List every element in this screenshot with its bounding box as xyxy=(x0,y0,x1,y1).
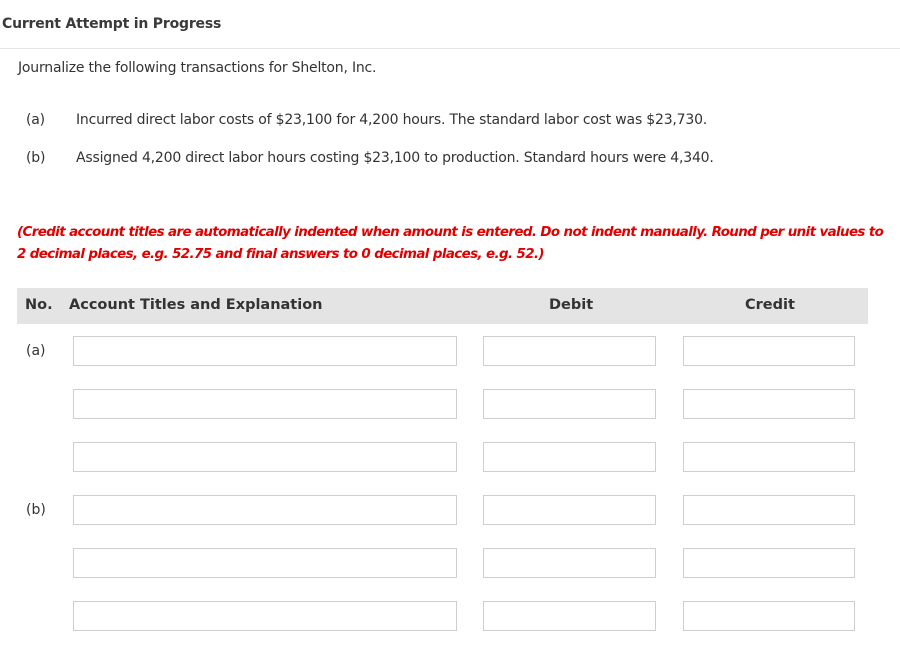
question-instruction: Journalize the following transactions for Shelton, Inc. xyxy=(18,60,377,76)
debit-input[interactable] xyxy=(483,601,656,631)
credit-input[interactable] xyxy=(683,495,855,525)
entry-label-a: (a) xyxy=(26,343,46,359)
header-account-titles: Account Titles and Explanation xyxy=(69,297,323,313)
account-title-input[interactable] xyxy=(73,442,457,472)
transaction-text: Assigned 4,200 direct labor hours costing $23,100 to production. Standard hours were 4,340. xyxy=(76,150,714,166)
credit-input[interactable] xyxy=(683,336,855,366)
credit-input[interactable] xyxy=(683,601,855,631)
account-title-input[interactable] xyxy=(73,548,457,578)
credit-input[interactable] xyxy=(683,548,855,578)
journal-table-header xyxy=(17,288,868,324)
debit-input[interactable] xyxy=(483,548,656,578)
header-debit: Debit xyxy=(549,297,594,313)
entry-label-b: (b) xyxy=(26,502,46,518)
credit-input[interactable] xyxy=(683,442,855,472)
debit-input[interactable] xyxy=(483,389,656,419)
debit-input[interactable] xyxy=(483,336,656,366)
instruction-note: (Credit account titles are automatically indented when amount is entered. Do not indent manually. Round per unit values to 2 decimal places, e.g. 52.75 and final answers to 0 decimal places, e.g. 52.) xyxy=(17,225,884,262)
header-credit: Credit xyxy=(745,297,795,313)
debit-input[interactable] xyxy=(483,442,656,472)
transaction-text: Incurred direct labor costs of $23,100 for 4,200 hours. The standard labor cost was $23,730. xyxy=(76,112,708,128)
account-title-input[interactable] xyxy=(73,601,457,631)
credit-input[interactable] xyxy=(683,389,855,419)
header-no: No. xyxy=(25,297,53,313)
attempt-status-title: Current Attempt in Progress xyxy=(2,16,222,32)
transaction-letter: (a) xyxy=(26,112,45,128)
account-title-input[interactable] xyxy=(73,389,457,419)
debit-input[interactable] xyxy=(483,495,656,525)
account-title-input[interactable] xyxy=(73,495,457,525)
transaction-letter: (b) xyxy=(26,150,46,166)
account-title-input[interactable] xyxy=(73,336,457,366)
attempt-header xyxy=(0,0,900,49)
